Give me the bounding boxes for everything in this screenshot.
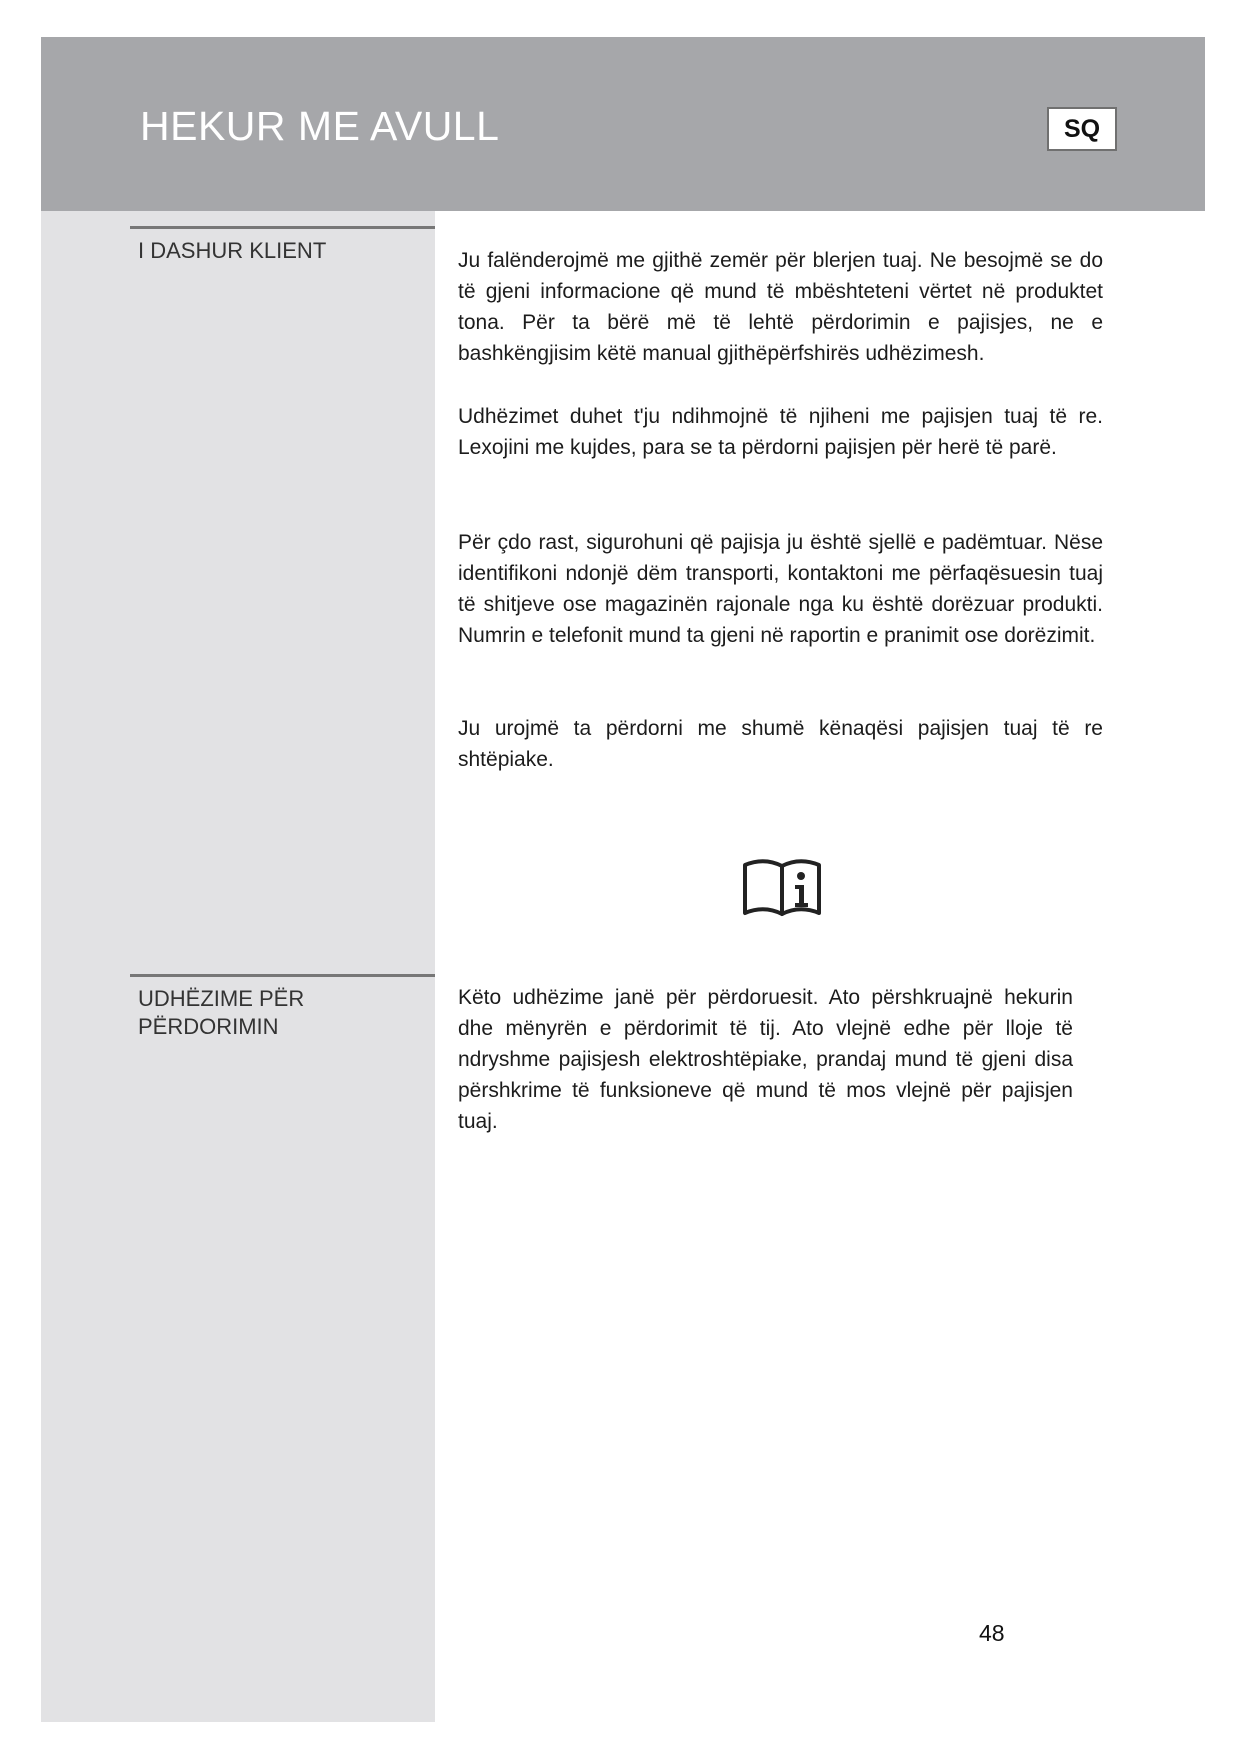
page-number: 48	[979, 1620, 1005, 1646]
language-badge: SQ	[1047, 107, 1117, 151]
section-heading-line-2: PËRDORIMIN	[138, 1014, 279, 1039]
intro-paragraph-1: Ju falënderojmë me gjithë zemër për blerjen tuaj. Ne besojmë se do të gjeni informacione që mund të mbështeteni vërtet në produktet tona. Për ta bërë më të lehtë përdorimin e pajisjes, ne e bashkëngjisim këtë manual gjithëpërfshirës udhëzimesh.	[458, 249, 1103, 365]
section-heading-usage-instructions	[130, 974, 435, 1041]
intro-paragraph-4: Ju urojmë ta përdorni me shumë kënaqësi pajisjen tuaj të re shtëpiake.	[458, 717, 1103, 771]
page-header	[41, 37, 1205, 211]
section-heading-dear-customer: I DASHUR KLIENT	[130, 226, 435, 265]
intro-paragraph-2: Udhëzimet duhet t'ju ndihmojnë të njiheni me pajisjen tuaj të re. Lexojini me kujdes, para se ta përdorni pajisjen për herë të parë.	[458, 405, 1103, 459]
sidebar-panel	[41, 211, 435, 1722]
page-title: HEKUR ME AVULL	[140, 103, 500, 149]
section-heading-line-1: UDHËZIME PËR	[138, 986, 305, 1011]
read-manual-info-icon	[742, 855, 824, 924]
intro-paragraph-3: Për çdo rast, sigurohuni që pajisja ju është sjellë e padëmtuar. Nëse identifikoni ndonjë dëm transporti, kontaktoni me përfaqësuesin tuaj të shitjeve ose magazinën rajonale nga ku është dorëzuar produkti. Numrin e telefonit mund ta gjeni në raportin e pranimit ose dorëzimit.	[458, 531, 1103, 647]
usage-paragraph-1: Këto udhëzime janë për përdoruesit. Ato përshkruajnë hekurin dhe mënyrën e përdorimit të tij. Ato vlejnë edhe për lloje të ndryshme pajisjesh elektroshtëpiake, prandaj mund të gjeni disa përshkrime të funksioneve që mund të mos vlejnë për pajisjen tuaj.	[458, 986, 1073, 1133]
